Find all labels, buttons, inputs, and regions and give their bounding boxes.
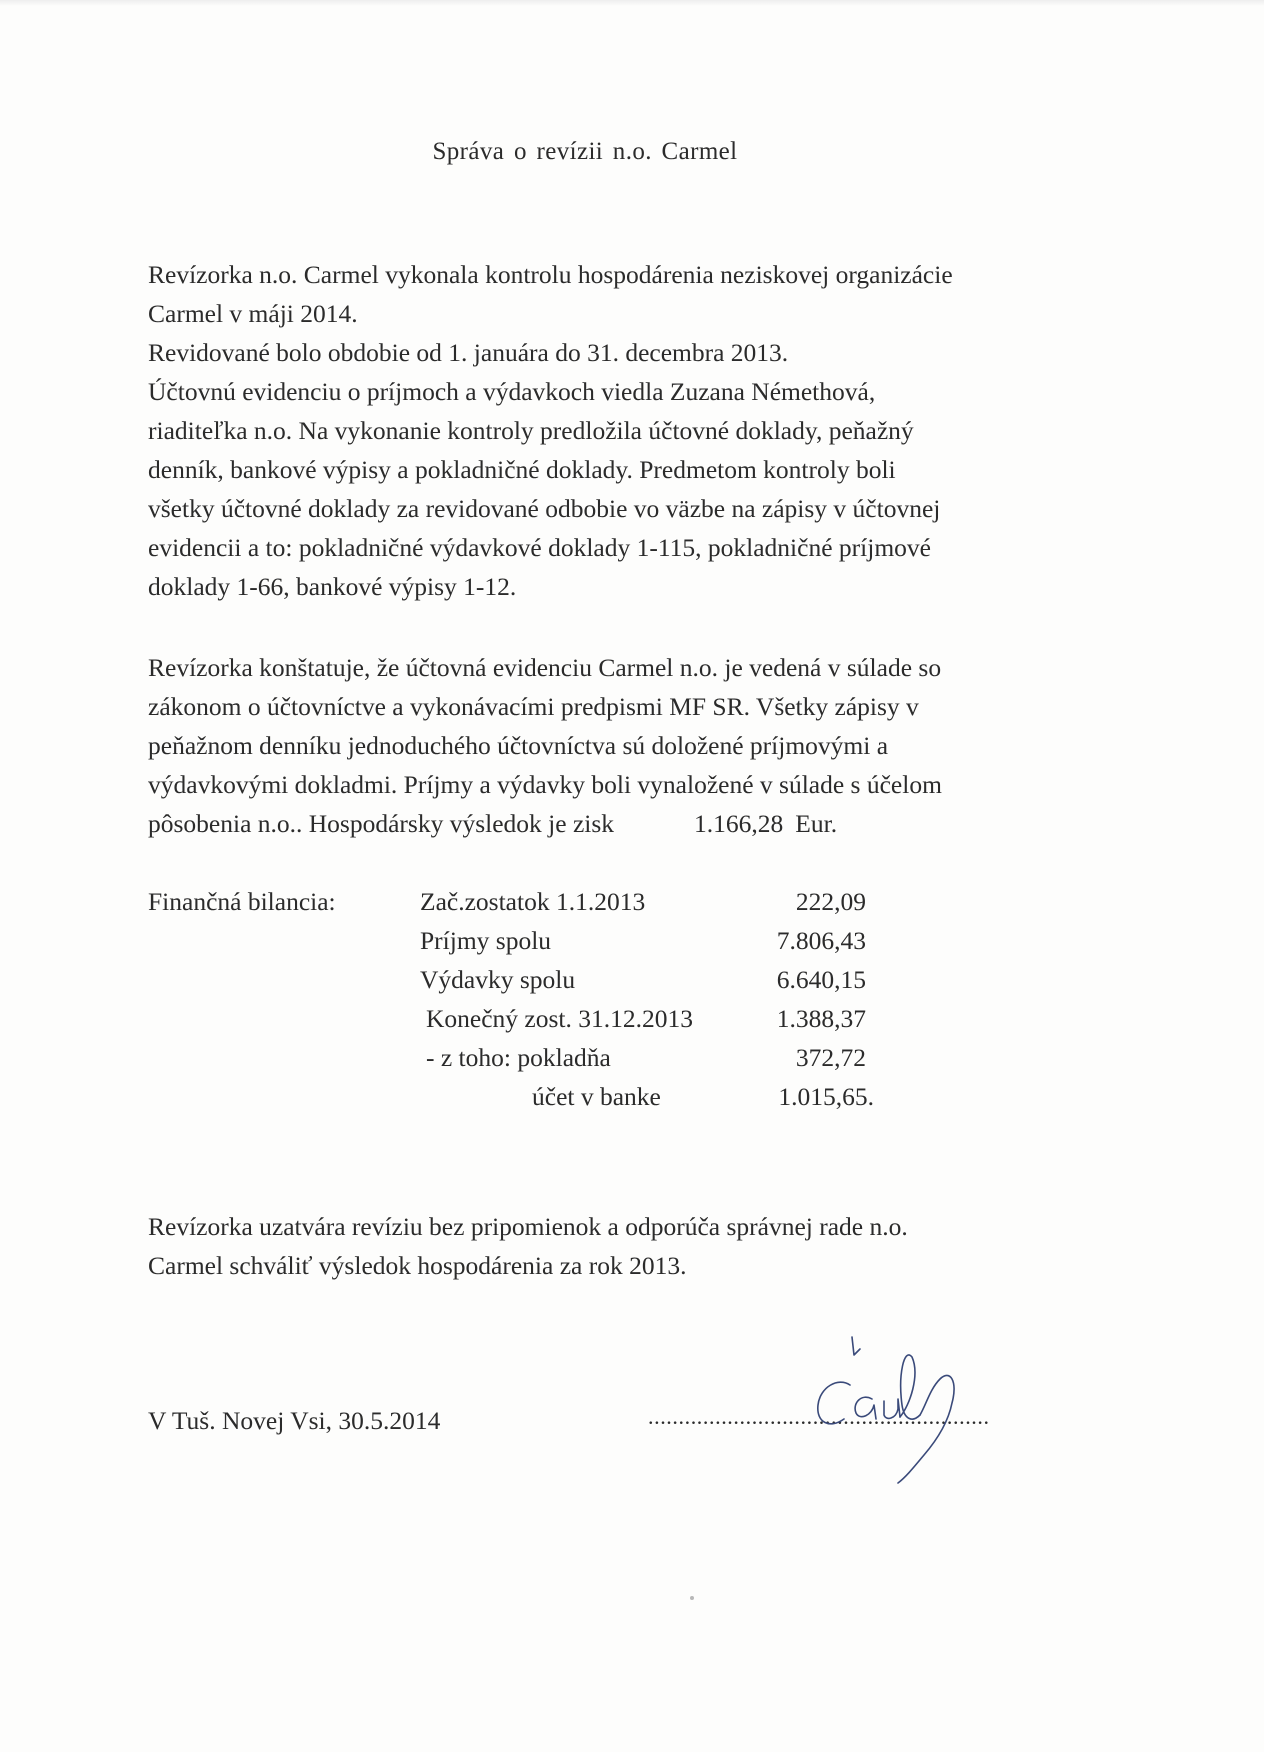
financial-balance-label: Finančná bilancia:	[148, 887, 336, 916]
paragraph-audit-scope	[148, 255, 1108, 606]
paragraph-line: doklady 1-66, bankové výpisy 1-12.	[148, 572, 517, 601]
balance-row-amount: 7.806,43	[776, 926, 866, 955]
balance-row-label: - z toho: pokladňa	[426, 1043, 611, 1072]
balance-row-label: Výdavky spolu	[420, 965, 576, 994]
balance-row-amount: 372,72	[795, 1043, 866, 1072]
place-date: V Tuš. Novej Vsi, 30.5.2014	[148, 1406, 441, 1435]
balance-row	[420, 965, 880, 1004]
paragraph-findings	[148, 648, 1108, 843]
paragraph-line: všetky účtovné doklady za revidované odbobie vo väzbe na zápisy v účtovnej	[148, 494, 941, 523]
balance-row-amount: 6.640,15	[776, 965, 866, 994]
balance-row-amount: 222,09	[795, 887, 866, 916]
balance-row	[420, 926, 880, 965]
balance-row-label: Príjmy spolu	[420, 926, 552, 955]
paragraph-line-result	[148, 804, 1108, 843]
paragraph-line: Carmel v máji 2014.	[148, 299, 358, 328]
result-text: pôsobenia n.o.. Hospodársky výsledok je zisk	[148, 809, 615, 838]
balance-row-label: Konečný zost. 31.12.2013	[426, 1004, 694, 1033]
financial-balance-table	[420, 887, 880, 1121]
balance-row	[420, 1082, 880, 1121]
paragraph-line: Carmel schváliť výsledok hospodárenia za rok 2013.	[148, 1251, 687, 1280]
paragraph-line: Revízorka n.o. Carmel vykonala kontrolu hospodárenia neziskovej organizácie	[148, 260, 953, 289]
balance-row-label: Zač.zostatok 1.1.2013	[420, 887, 646, 916]
paragraph-line: peňažnom denníku jednoduchého účtovníctva sú doložené príjmovými a	[148, 731, 889, 760]
paragraph-line: Revízorka konštatuje, že účtovná evidenciu Carmel n.o. je vedená v súlade so	[148, 653, 942, 682]
paragraph-conclusion	[148, 1207, 1108, 1285]
paragraph-line: denník, bankové výpisy a pokladničné doklady. Predmetom kontroly boli	[148, 455, 896, 484]
signature-line: ........................................................	[648, 1404, 990, 1429]
paragraph-line: evidencii a to: pokladničné výdavkové doklady 1-115, pokladničné príjmové	[148, 533, 931, 562]
result-amount: 1.166,28	[694, 809, 784, 838]
balance-row	[420, 887, 880, 926]
balance-row-amount: 1.015,65.	[778, 1082, 874, 1111]
paragraph-line: Revízorka uzatvára revíziu bez pripomienok a odporúča správnej rade n.o.	[148, 1212, 908, 1241]
paragraph-line: riaditeľka n.o. Na vykonanie kontroly predložila účtovné doklady, peňažný	[148, 416, 914, 445]
balance-row	[420, 1043, 880, 1082]
handwritten-signature	[780, 1325, 1000, 1485]
scan-edge	[0, 0, 1264, 6]
balance-row	[420, 1004, 880, 1043]
paragraph-line: zákonom o účtovníctve a vykonávacími predpismi MF SR. Všetky zápisy v	[148, 692, 919, 721]
paragraph-line: výdavkovými dokladmi. Príjmy a výdavky boli vynaložené v súlade s účelom	[148, 770, 942, 799]
result-currency: Eur.	[795, 809, 838, 838]
paragraph-line: Revidované bolo obdobie od 1. januára do 31. decembra 2013.	[148, 338, 789, 367]
scan-speck	[690, 1596, 694, 1600]
balance-row-amount: 1.388,37	[776, 1004, 866, 1033]
paragraph-line: Účtovnú evidenciu o príjmoch a výdavkoch viedla Zuzana Némethová,	[148, 377, 876, 406]
balance-row-label: účet v banke	[532, 1082, 661, 1111]
document-title: Správa o revízii n.o. Carmel	[432, 138, 738, 165]
